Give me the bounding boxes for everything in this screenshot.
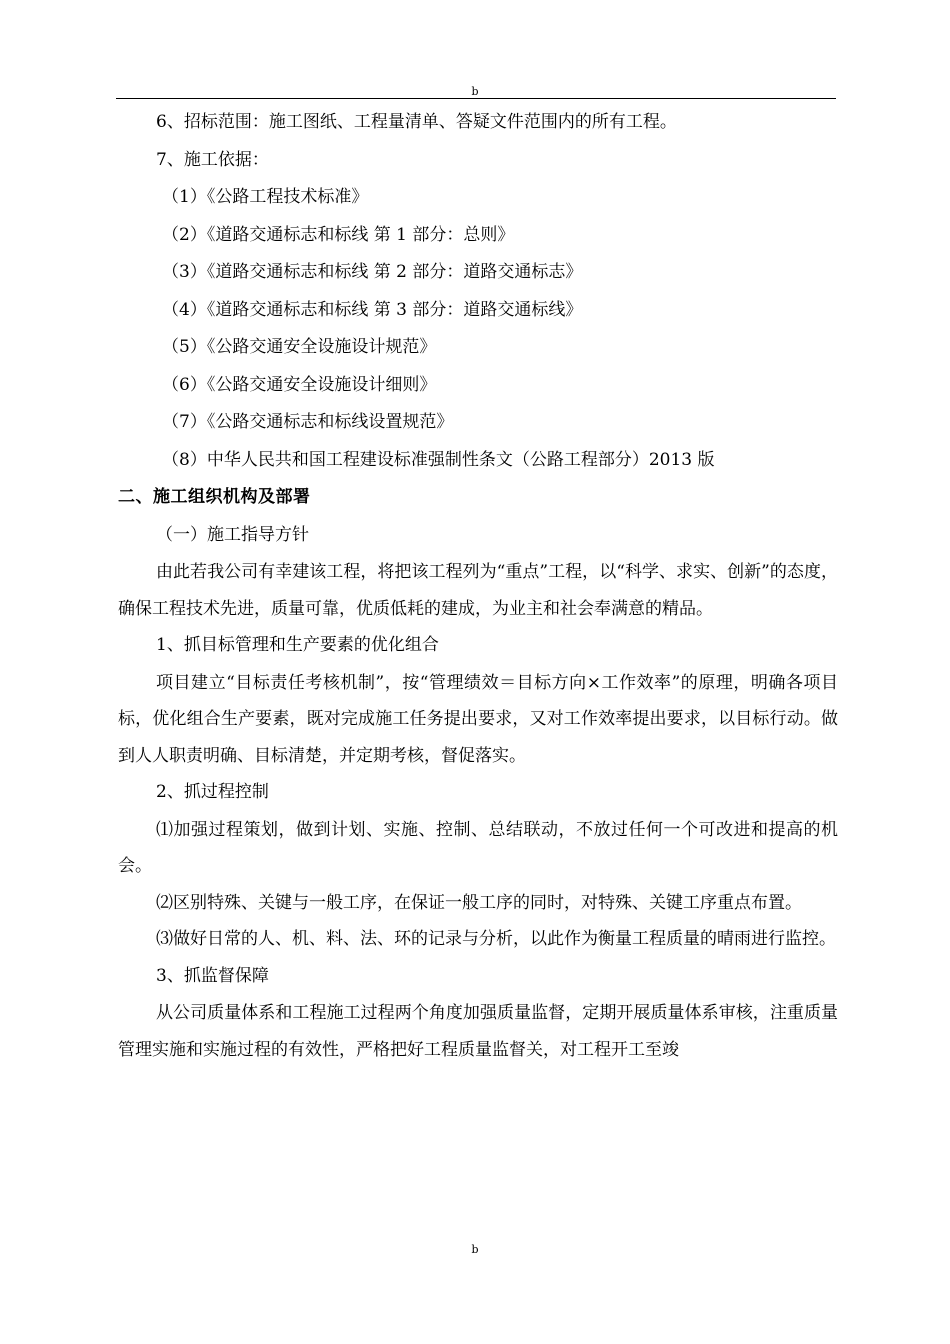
point-1-paragraph: 项目建立“目标责任考核机制”，按“管理绩效＝目标方向×工作效率”的原理，明确各项目标，优化组合生产要素，既对完成施工任务提出要求，又对工作效率提出要求，以目标行动。做到人人职责明确、目标清楚，并定期考核，督促落实。 bbox=[118, 672, 838, 766]
point-3-paragraph: 从公司质量体系和工程施工过程两个角度加强质量监督，定期开展质量体系审核，注重质量管理实施和实施过程的有效性，严格把好工程质量监督关，对工程开工至竣 bbox=[118, 1003, 838, 1060]
reference-item: （8）中华人民共和国工程建设标准强制性条文（公路工程部分）2013 版 bbox=[162, 449, 715, 470]
point-2-heading: 2、抓过程控制 bbox=[156, 782, 269, 802]
section-2-heading: 二、施工组织机构及部署 bbox=[118, 487, 311, 507]
header-rule bbox=[116, 98, 836, 99]
footer-mark: b bbox=[471, 1243, 479, 1256]
header-mark: b bbox=[471, 85, 479, 98]
reference-item: （5）《公路交通安全设施设计规范》 bbox=[162, 337, 437, 357]
point-3-heading: 3、抓监督保障 bbox=[156, 965, 269, 986]
item-7-construction-basis: 7、施工依据： bbox=[156, 149, 269, 170]
reference-item: （1）《公路工程技术标准》 bbox=[162, 187, 369, 207]
intro-paragraph: 由此若我公司有幸建该工程，将把该工程列为“重点”工程，以“科学、求实、创新”的态度，确保工程技术先进，质量可靠，优质低耗的建成，为业主和社会奉满意的精品。 bbox=[118, 562, 838, 619]
point-2-item: ⑴加强过程策划，做到计划、实施、控制、总结联动，不放过任何一个可改进和提高的机会。 bbox=[118, 819, 838, 876]
subsection-1-heading: （一）施工指导方针 bbox=[156, 524, 309, 545]
item-6-bid-scope: 6、招标范围：施工图纸、工程量清单、答疑文件范围内的所有工程。 bbox=[156, 112, 677, 132]
document-body bbox=[118, 104, 838, 1068]
point-2-item: ⑵区别特殊、关键与一般工序，在保证一般工序的同时，对特殊、关键工序重点布置。 bbox=[156, 892, 802, 913]
point-2-item: ⑶做好日常的人、机、料、法、环的记录与分析，以此作为衡量工程质量的晴雨进行监控。 bbox=[156, 929, 836, 949]
reference-item: （2）《道路交通标志和标线 第 1 部分：总则》 bbox=[162, 224, 515, 245]
reference-item: （3）《道路交通标志和标线 第 2 部分：道路交通标志》 bbox=[162, 262, 583, 282]
reference-item: （6）《公路交通安全设施设计细则》 bbox=[162, 374, 437, 395]
point-1-heading: 1、抓目标管理和生产要素的优化组合 bbox=[156, 635, 439, 655]
reference-item: （7）《公路交通标志和标线设置规范》 bbox=[162, 412, 454, 432]
reference-item: （4）《道路交通标志和标线 第 3 部分：道路交通标线》 bbox=[162, 299, 583, 320]
